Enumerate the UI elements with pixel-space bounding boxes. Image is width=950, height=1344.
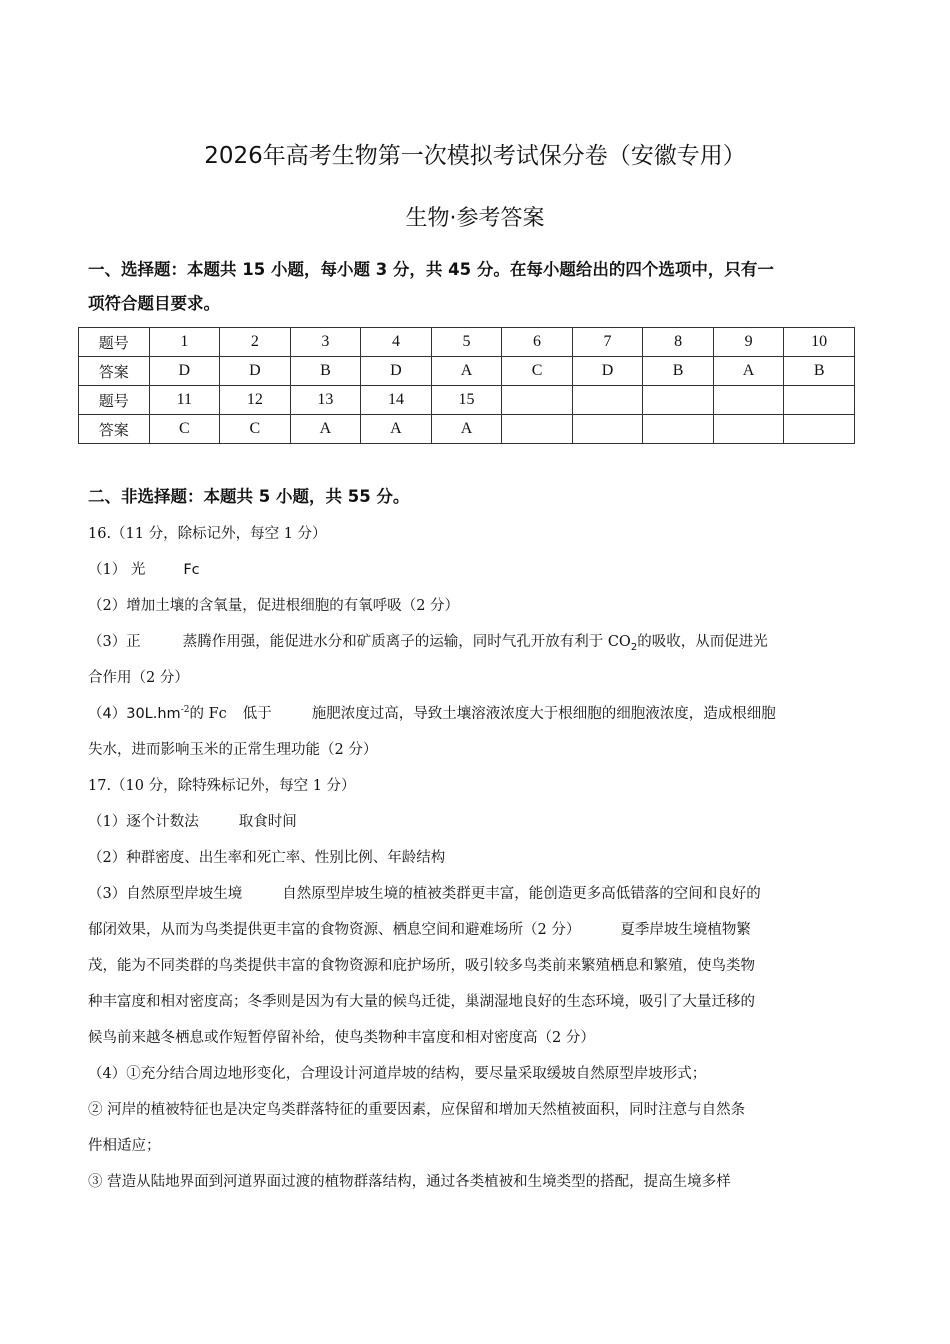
q17-part3-b: 自然原型岸坡生境的植被类群更丰富，能创造更多高低错落的空间和良好的 bbox=[282, 886, 761, 902]
table-cell: A bbox=[361, 415, 432, 444]
section2-heading: 二、非选择题：本题共 5 小题，共 55 分。 bbox=[88, 487, 410, 506]
q17-part1 bbox=[88, 810, 858, 831]
table-cell: B bbox=[290, 357, 361, 386]
section1-heading-line2: 项符合题目要求。 bbox=[88, 294, 220, 313]
q16-part3 bbox=[88, 630, 858, 653]
table-cell bbox=[643, 386, 714, 415]
q17-part3-a: （3）自然原型岸坡生境 bbox=[88, 886, 243, 902]
table-cell: D bbox=[220, 357, 291, 386]
table-cell bbox=[572, 415, 643, 444]
row-label-cell: 答案 bbox=[79, 357, 150, 386]
section1-heading bbox=[88, 253, 858, 321]
table-cell: 14 bbox=[361, 386, 432, 415]
table-cell bbox=[713, 386, 784, 415]
q17-part4-line1: （4）①充分结合周边地形变化，合理设计河道岸坡的结构，要尽量采取缓坡自然原型岸坡形式； bbox=[88, 1066, 707, 1082]
table-cell bbox=[502, 386, 573, 415]
q17-part3-line2 bbox=[88, 918, 858, 939]
table-cell: 13 bbox=[290, 386, 361, 415]
table-cell: 4 bbox=[361, 328, 432, 357]
q17-part3-line3: 茂，能为不同类群的鸟类提供丰富的食物资源和庇护场所，吸引较多鸟类前来繁殖栖息和繁殖，使鸟类物 bbox=[88, 958, 755, 974]
q16-part3-b: 蒸腾作用强，能促进水分和矿质离子的运输，同时气孔开放有利于 CO bbox=[182, 634, 631, 650]
table-cell bbox=[713, 415, 784, 444]
q16-part3-c: 的吸收，从而促进光 bbox=[637, 634, 768, 650]
table-cell: D bbox=[572, 357, 643, 386]
table-cell: 12 bbox=[220, 386, 291, 415]
q17-part1-b: 取食时间 bbox=[238, 814, 297, 830]
q16-part1 bbox=[88, 558, 858, 579]
answer-row bbox=[79, 357, 855, 386]
row-label-cell: 题号 bbox=[79, 328, 150, 357]
page-title: 2026年高考生物第一次模拟考试保分卷（安徽专用） bbox=[204, 143, 746, 169]
q17-part1-a: （1）逐个计数法 bbox=[88, 814, 199, 830]
q16-head: 16.（11 分，除标记外，每空 1 分） bbox=[88, 526, 327, 542]
page-subtitle: 生物·参考答案 bbox=[405, 206, 545, 231]
table-cell: 8 bbox=[643, 328, 714, 357]
q17-part3-line5: 候鸟前来越冬栖息或作短暂停留补给，使鸟类物种丰富度和相对密度高（2 分） bbox=[88, 1030, 595, 1046]
q16-part4-b: 的 Fc bbox=[189, 706, 227, 722]
q17-part3-line4: 种丰富度和相对密度高；冬季则是因为有大量的候鸟迁徙，巢湖湿地良好的生态环境，吸引了大量迁移的 bbox=[88, 994, 755, 1010]
q16-part4-d: 施肥浓度过高，导致土壤溶液浓度大于根细胞的细胞液浓度，造成根细胞 bbox=[311, 706, 776, 722]
q17-part3-line2-a: 郁闭效果，从而为鸟类提供更丰富的食物资源、栖息空间和避难场所（2 分） bbox=[88, 922, 581, 938]
table-cell: 2 bbox=[220, 328, 291, 357]
table-cell: D bbox=[361, 357, 432, 386]
q16-part3-a: （3）正 bbox=[88, 634, 141, 650]
number-row bbox=[79, 328, 855, 357]
q17-part4-line2: ② 河岸的植被特征也是决定鸟类群落特征的重要因素，应保留和增加天然植被面积，同时注意与自然条 bbox=[88, 1102, 746, 1118]
table-cell bbox=[502, 415, 573, 444]
q16-part1-a: （1） 光 bbox=[88, 562, 146, 578]
table-cell: A bbox=[431, 357, 502, 386]
table-cell: 6 bbox=[502, 328, 573, 357]
table-cell: 9 bbox=[713, 328, 784, 357]
q17-part4-line4: ③ 营造从陆地界面到河道界面过渡的植物群落结构，通过各类植被和生境类型的搭配，提高生境多样 bbox=[88, 1174, 731, 1190]
q16-part4-sup: -2 bbox=[180, 705, 190, 716]
table-cell: C bbox=[502, 357, 573, 386]
table-cell: 11 bbox=[149, 386, 220, 415]
table-cell: 7 bbox=[572, 328, 643, 357]
table-cell: C bbox=[220, 415, 291, 444]
table-cell bbox=[643, 415, 714, 444]
table-cell bbox=[572, 386, 643, 415]
table-cell: A bbox=[290, 415, 361, 444]
q16-part3-line2: 合作用（2 分） bbox=[88, 670, 189, 686]
answer-table bbox=[78, 327, 855, 444]
q17-part2: （2）种群密度、出生率和死亡率、性别比例、年龄结构 bbox=[88, 850, 446, 866]
table-cell: B bbox=[784, 357, 855, 386]
q16-part1-b: Fc bbox=[183, 562, 200, 578]
q17-head: 17.（10 分，除特殊标记外，每空 1 分） bbox=[88, 778, 356, 794]
q16-part2: （2）增加土壤的含氧量，促进根细胞的有氧呼吸（2 分） bbox=[88, 598, 460, 614]
section1-heading-line1: 一、选择题：本题共 15 小题，每小题 3 分，共 45 分。在每小题给出的四个选项中，只有一 bbox=[88, 260, 774, 279]
q16-part4 bbox=[88, 702, 858, 723]
q17-part4-line3: 件相适应； bbox=[88, 1138, 161, 1154]
table-cell: D bbox=[149, 357, 220, 386]
row-label-cell: 答案 bbox=[79, 415, 150, 444]
table-cell: A bbox=[713, 357, 784, 386]
q16-part3-sub: 2 bbox=[630, 641, 638, 653]
table-cell bbox=[784, 386, 855, 415]
table-cell: 15 bbox=[431, 386, 502, 415]
table-cell: C bbox=[149, 415, 220, 444]
q17-part3-line2-b: 夏季岸坡生境植物繁 bbox=[620, 922, 751, 938]
number-row bbox=[79, 386, 855, 415]
q16-part4-c: 低于 bbox=[242, 706, 272, 722]
table-cell: 3 bbox=[290, 328, 361, 357]
table-cell: 1 bbox=[149, 328, 220, 357]
table-cell bbox=[784, 415, 855, 444]
row-label-cell: 题号 bbox=[79, 386, 150, 415]
answer-row bbox=[79, 415, 855, 444]
table-cell: 5 bbox=[431, 328, 502, 357]
table-cell: A bbox=[431, 415, 502, 444]
q17-part3 bbox=[88, 882, 858, 903]
q16-part4-a: （4）30L.hm bbox=[88, 706, 181, 722]
q16-part4-line2: 失水，进而影响玉米的正常生理功能（2 分） bbox=[88, 742, 378, 758]
table-cell: 10 bbox=[784, 328, 855, 357]
table-cell: B bbox=[643, 357, 714, 386]
